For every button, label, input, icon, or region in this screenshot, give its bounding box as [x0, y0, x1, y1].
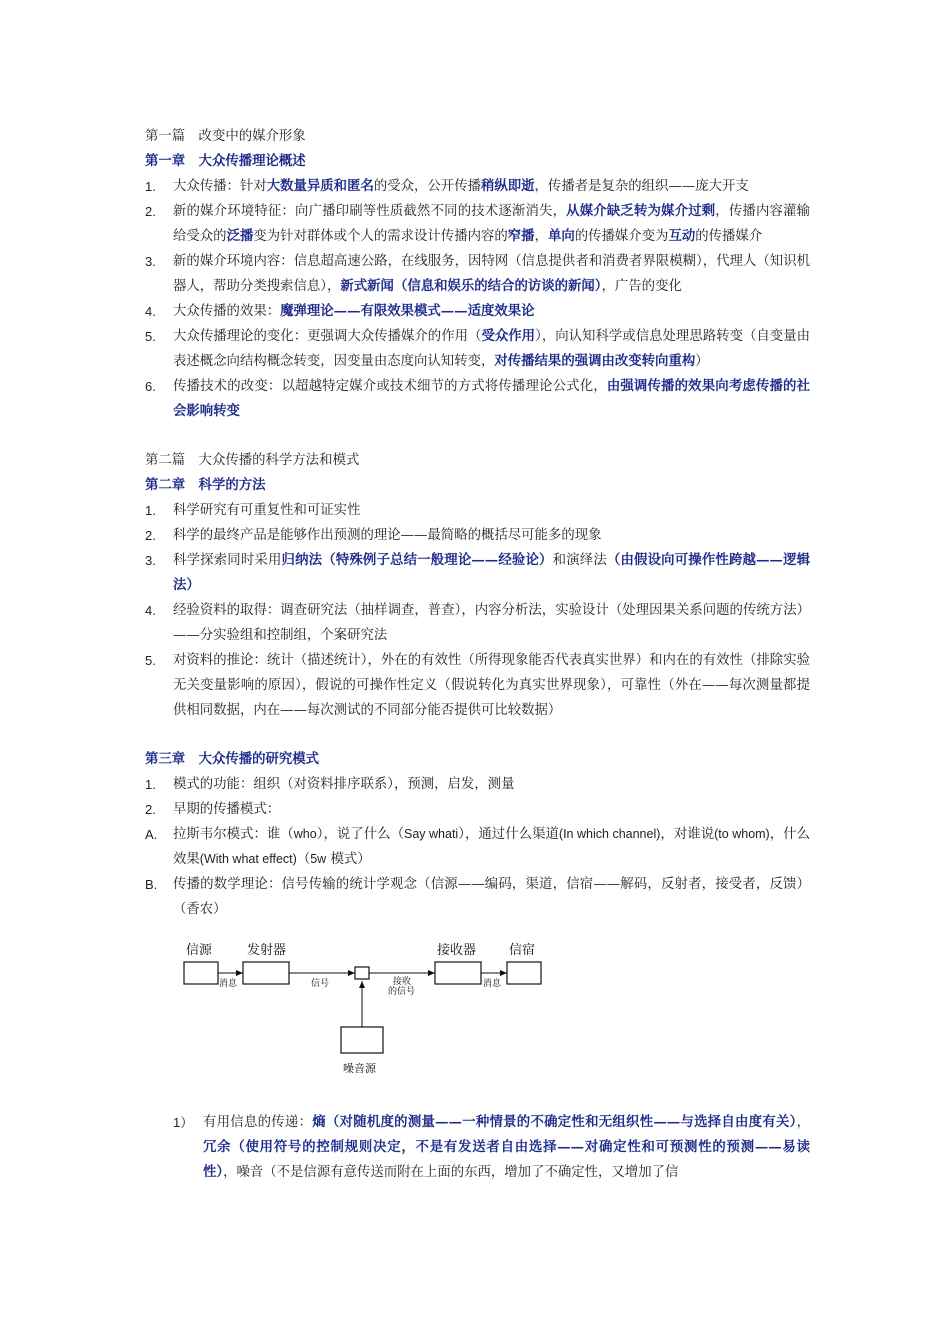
source-label: 信源: [186, 943, 213, 958]
body-text: ，广告的变化: [601, 279, 682, 294]
list-item-text: [173, 174, 810, 199]
emphasis-text: 泛播: [226, 228, 254, 244]
body-text: (In which channel): [558, 827, 661, 841]
list-item: [145, 249, 810, 299]
body-text: (to whom): [714, 827, 770, 841]
signal-label: 信号: [311, 979, 330, 989]
body-text: ，: [534, 229, 548, 244]
document-content: [145, 124, 810, 1185]
list-item-number: 1.: [145, 503, 156, 518]
emphasis-text: 由强调传播的效果向考虑传播的社会影响转变: [173, 378, 810, 419]
body-text: 模式）: [326, 852, 371, 867]
transmitter-label: 发射器: [247, 943, 287, 958]
body-text: ）: [695, 354, 709, 369]
body-text: 大众传播理论的变化：更强调大众传播媒介的作用（: [173, 329, 482, 344]
received-signal-label-1: 接收: [393, 977, 412, 987]
list-item-text: [173, 299, 810, 324]
emphasis-text: 熵（对随机度的测量——一种情景的不确定性和无组织性——与选择自由度有关）: [312, 1114, 797, 1130]
body-text: 早期的传播模式：: [173, 802, 281, 817]
body-text: 对资料的推论：统计（描述统计），外在的有效性（所得现象能否代表真实世界）和内在的有效性（排除实验无关变量影响的原因），假说的可操作性定义（假说转化为真实世界现象），可靠性（外在——每次测量都提供相同数据，内在——每次测试的不同部分能否提供可比较数据）: [173, 653, 810, 718]
spacer: [145, 723, 810, 747]
sub-item-1: [173, 1110, 810, 1185]
list-item: [145, 498, 810, 523]
list-item-text: [173, 797, 810, 822]
body-text: ，传播内容灌输给受众的: [173, 204, 811, 244]
emphasis-text: （由假设向可操作性跨越——逻辑法）: [173, 552, 811, 593]
list-item: [145, 324, 810, 374]
chapter-3-list: [145, 772, 810, 922]
list-item: [145, 648, 810, 723]
part-2-title: 第二篇 大众传播的科学方法和模式: [145, 453, 360, 468]
list-item: [145, 797, 810, 822]
spacer: [145, 424, 810, 448]
body-text: 新的媒介环境内容：信息超高速公路，在线服务，因特网（信息提供者和消费者界限模糊），代理人（知识机器人，帮助分类搜索信息），: [173, 254, 810, 294]
emphasis-text: 窄播: [507, 228, 535, 244]
chapter-1-heading: 第一章 大众传播理论概述: [145, 153, 306, 169]
list-item-number: 2.: [145, 528, 156, 543]
body-text: 和演绎法: [552, 553, 607, 568]
list-item-number: 5.: [145, 329, 156, 344]
body-text: 传播的数学理论：信号传输的统计学观念（信源——编码，渠道，信宿——解码，反射者，接受者，反馈）（香农）: [173, 877, 810, 917]
list-item-number: B.: [145, 877, 158, 892]
body-text: 大众传播的效果：: [173, 304, 281, 319]
emphasis-text: 魔弹理论——有限效果模式——适度效果论: [280, 303, 535, 319]
body-text: 拉斯韦尔模式：谁（: [173, 827, 294, 842]
list-item-text: [173, 548, 810, 598]
list-item-text: [173, 648, 810, 723]
chapter-2-list: [145, 498, 810, 723]
body-text: ，噪音（不是信源有意传送而附在上面的东西，增加了不确定性，又增加了信: [223, 1165, 679, 1180]
body-text: 模式的功能：组织（对资料排序联系），预测，启发，测量: [173, 777, 515, 792]
noise-label: 噪音源: [343, 1062, 376, 1075]
body-text: 有用信息的传递：: [203, 1115, 313, 1130]
list-item: [145, 199, 810, 249]
body-text: ），通过什么渠道: [458, 827, 559, 842]
body-text: Say whati: [403, 827, 459, 841]
body-text: ，: [796, 1115, 810, 1130]
list-item-text: [173, 772, 810, 797]
body-text: 新的媒介环境特征：向广播印刷等性质截然不同的技术逐渐消失，: [173, 204, 567, 219]
emphasis-text: 单向: [547, 228, 575, 244]
received-signal-label-2: 的信号: [388, 987, 416, 997]
chapter-1-list: [145, 174, 810, 424]
emphasis-text: 归纳法（特殊例子总结一般理论——经验论）: [281, 552, 553, 568]
body-text: 科学的最终产品是能够作出预测的理论——最简略的概括尽可能多的现象: [173, 528, 602, 543]
list-item-number: 2.: [145, 802, 156, 817]
list-item-text: [173, 498, 810, 523]
body-text: 5w: [310, 852, 327, 866]
list-item-text: [173, 523, 810, 548]
list-item-text: [173, 598, 810, 648]
body-text: 的传播媒介变为: [574, 229, 669, 244]
body-text: 的受众，公开传播: [373, 179, 481, 194]
emphasis-text: 冗余（使用符号的控制规则决定，不是有发送者自由选择——对确定性和可预测性的预测——易读性）: [203, 1139, 810, 1180]
body-text: who: [293, 827, 317, 841]
list-item: [145, 548, 810, 598]
sub-item-text: [203, 1110, 810, 1185]
list-item-number: 1.: [145, 777, 156, 792]
list-item: [145, 872, 810, 922]
list-item-number: 4.: [145, 603, 156, 618]
list-item-number: 2.: [145, 204, 156, 219]
list-item-number: A.: [145, 827, 158, 842]
destination-box: [507, 962, 541, 984]
list-item: [145, 772, 810, 797]
body-text: 变为针对群体或个人的需求设计传播内容的: [253, 229, 508, 244]
body-text: 经验资料的取得：调查研究法（抽样调查，普查），内容分析法，实验设计（处理因果关系问题的传统方法）——分实验组和控制组，个案研究法: [173, 603, 810, 643]
chapter-2-heading: 第二章 科学的方法: [145, 477, 266, 493]
list-item: [145, 598, 810, 648]
list-item-number: 3.: [145, 553, 156, 568]
message-label-left: 消息: [219, 979, 238, 989]
noise-box: [341, 1027, 383, 1053]
body-text: ，对谁说: [660, 827, 715, 842]
list-item: [145, 174, 810, 199]
list-item: [145, 299, 810, 324]
body-text: （: [296, 852, 311, 867]
body-text: ，什么效果: [173, 827, 810, 867]
emphasis-text: 受众作用: [481, 328, 536, 344]
list-item: [145, 523, 810, 548]
body-text: 科学研究有可重复性和可证实性: [173, 503, 361, 518]
list-item-text: [173, 822, 810, 872]
emphasis-text: 稍纵即逝: [480, 178, 535, 194]
part-1-title: 第一篇 改变中的媒介形象: [145, 129, 306, 144]
list-item: [145, 374, 810, 424]
shannon-model-diagram: [181, 932, 810, 1096]
transmitter-box: [243, 962, 289, 984]
chapter-3-heading: 第三章 大众传播的研究模式: [145, 751, 320, 767]
shannon-model-figure: [181, 932, 561, 1092]
receiver-box: [435, 962, 481, 984]
list-item-text: [173, 374, 810, 424]
list-item-number: 5.: [145, 653, 156, 668]
body-text: ），向认知科学或信息处理思路转变（自变量由表述概念向结构概念转变，因变量由态度向认知转变，: [173, 329, 811, 369]
source-box: [184, 962, 218, 984]
body-text: 大众传播：针对: [173, 179, 267, 194]
body-text: ），说了什么（: [316, 827, 404, 842]
emphasis-text: 互动: [668, 228, 696, 244]
body-text: ，传播者是复杂的组织——庞大开支: [534, 179, 749, 194]
list-item-text: [173, 199, 810, 249]
emphasis-text: 对传播结果的强调由改变转向重构: [494, 353, 696, 369]
list-item-number: 1.: [145, 179, 156, 194]
list-item-text: [173, 249, 810, 299]
sub-item-number: 1）: [173, 1115, 194, 1130]
list-item-text: [173, 324, 810, 374]
message-label-right: 消息: [483, 979, 502, 989]
list-item-number: 3.: [145, 254, 156, 269]
body-text: 传播技术的改变：以超越特定媒介或技术细节的方式将传播理论公式化，: [173, 379, 607, 394]
emphasis-text: 从媒介缺乏转为媒介过剩: [566, 203, 716, 219]
channel-box: [355, 967, 369, 979]
destination-label: 信宿: [509, 943, 536, 958]
body-text: 的传播媒介: [695, 229, 763, 244]
body-text: 科学探索同时采用: [173, 553, 282, 568]
list-item-number: 6.: [145, 379, 156, 394]
emphasis-text: 新式新闻（信息和娱乐的结合的访谈的新闻）: [340, 278, 602, 294]
receiver-label: 接收器: [437, 943, 477, 958]
emphasis-text: 大数量异质和匿名: [266, 178, 374, 194]
list-item: [145, 822, 810, 872]
list-item-text: [173, 872, 810, 922]
body-text: (With what effect): [199, 852, 297, 866]
list-item-number: 4.: [145, 304, 156, 319]
